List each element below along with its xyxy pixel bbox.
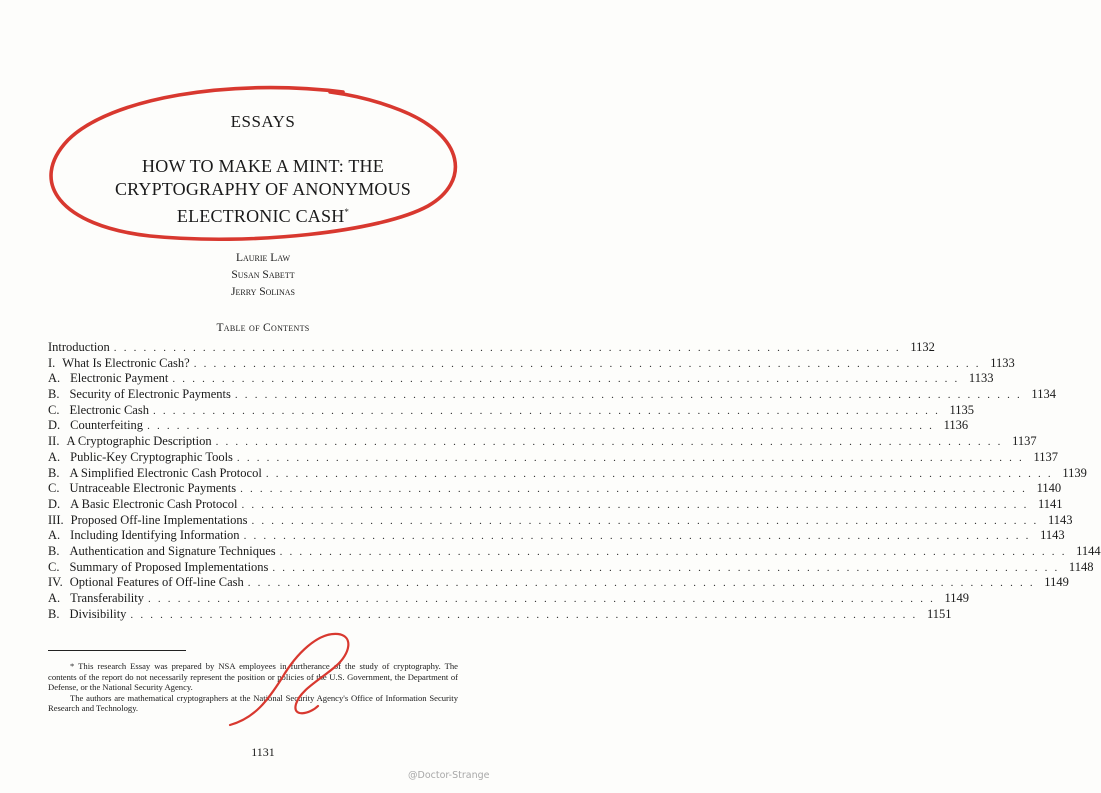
- toc-entry-number: I.: [48, 355, 56, 370]
- page-number: 1131: [251, 745, 275, 759]
- toc-entry-number: III.: [48, 512, 64, 527]
- toc-entry-number: A.: [48, 528, 61, 543]
- watermark: @Doctor-Strange: [408, 770, 490, 781]
- toc-entry: [48, 340, 935, 356]
- footnote-rule: [48, 650, 186, 651]
- toc-entry: [48, 371, 994, 387]
- toc-entry-label: Untraceable Electronic Payments: [69, 481, 237, 496]
- footnote-1: * This research Essay was prepared by NSA employees in furtherance of the study of cryptography. The contents of the report do not necessarily represent the position or policies of the U.S. Government, the Department of Defense, or the National Security Agency.: [48, 661, 458, 693]
- toc-entry-label: Summary of Proposed Implementations: [69, 559, 269, 574]
- title-line-3-text: ELECTRONIC CASH: [176, 206, 345, 226]
- toc-entry-label: Counterfeiting: [70, 418, 144, 433]
- toc-entry: [48, 543, 1101, 560]
- toc-dot-leader: . . . . . . . . . . . . . . . . . . . . . . . . . . . . . . . . . . . . . . . . . . . . . . . . . . . . . . . . . . . . . . . . . . . . . . . . . . . . . . . .: [130, 608, 918, 621]
- toc-entry: [48, 512, 1073, 529]
- toc-entry-label: Including Identifying Information: [70, 528, 240, 543]
- toc-entry-number: C.: [48, 402, 60, 417]
- toc-entry-page: 1133: [990, 355, 1015, 370]
- toc-entry-number: C.: [48, 481, 60, 496]
- author-name: Susan Sabett: [231, 269, 295, 281]
- toc-entry-page: 1140: [1036, 481, 1062, 496]
- toc-entry-page: 1143: [1047, 512, 1073, 527]
- toc-entry-label: A Cryptographic Description: [66, 434, 212, 449]
- toc-entry: [48, 528, 1065, 544]
- toc-dot-leader: . . . . . . . . . . . . . . . . . . . . . . . . . . . . . . . . . . . . . . . . . . . . . . . . . . . . . . . . . . . . . . . . . . . . . . . . . . . . . . . .: [147, 420, 935, 433]
- toc-entry-page: 1133: [968, 371, 994, 386]
- toc-dot-leader: . . . . . . . . . . . . . . . . . . . . . . . . . . . . . . . . . . . . . . . . . . . . . . . . . . . . . . . . . . . . . . . . . . . . . . . . . . . . . . . .: [265, 467, 1053, 480]
- toc-entry-label: What Is Electronic Cash?: [62, 355, 190, 370]
- author-name: Jerry Solinas: [231, 286, 295, 298]
- toc-entry: [48, 449, 1058, 466]
- toc-entry-label: Transferability: [70, 591, 144, 605]
- toc-entry-label: Proposed Off-line Implementations: [70, 512, 248, 527]
- title-line-1: HOW TO MAKE A MINT: THE: [142, 156, 384, 176]
- toc-entry-label: Electronic Payment: [70, 371, 169, 386]
- title-line-3: [0, 201, 526, 228]
- essay-title: [0, 155, 526, 228]
- toc-entry-label: Electronic Cash: [69, 402, 149, 417]
- toc-entry: [48, 575, 1069, 591]
- toc-entry-number: A.: [48, 449, 61, 464]
- toc-dot-leader: . . . . . . . . . . . . . . . . . . . . . . . . . . . . . . . . . . . . . . . . . . . . . . . . . . . . . . . . . . . . . . . . . . . . . . . . . . . . . . . .: [148, 593, 936, 605]
- toc-entry-label: Introduction: [48, 340, 110, 354]
- toc-entry-page: 1144: [1076, 543, 1101, 558]
- toc-entry-number: II.: [48, 434, 60, 449]
- toc-entry: [48, 355, 1015, 372]
- author-name: Laurie Law: [235, 252, 291, 264]
- toc-entry-number: A.: [48, 591, 61, 605]
- toc-dot-leader: . . . . . . . . . . . . . . . . . . . . . . . . . . . . . . . . . . . . . . . . . . . . . . . . . . . . . . . . . . . . . . . . . . . . . . . . . . . . . . . .: [241, 498, 1029, 511]
- toc-dot-leader: . . . . . . . . . . . . . . . . . . . . . . . . . . . . . . . . . . . . . . . . . . . . . . . . . . . . . . . . . . . . . . . . . . . . . . . . . . . . . . . .: [279, 545, 1067, 558]
- author-list: [0, 250, 526, 301]
- toc-dot-leader: . . . . . . . . . . . . . . . . . . . . . . . . . . . . . . . . . . . . . . . . . . . . . . . . . . . . . . . . . . . . . . . . . . . . . . . . . . . . . . . .: [247, 577, 1035, 590]
- toc-entry-label: Optional Features of Off-line Cash: [69, 575, 244, 590]
- toc-entry-label: Security of Electronic Payments: [69, 387, 231, 402]
- toc-entry-page: 1143: [1040, 528, 1065, 543]
- toc-entry-page: 1149: [1044, 575, 1069, 590]
- toc-dot-leader: . . . . . . . . . . . . . . . . . . . . . . . . . . . . . . . . . . . . . . . . . . . . . . . . . . . . . . . . . . . . . . . . . . . . . . . . . . . . . . . .: [172, 373, 960, 386]
- toc-entry: [48, 591, 970, 607]
- toc-entry-page: 1139: [1062, 465, 1087, 480]
- toc-entry-number: B.: [48, 606, 60, 621]
- toc-dot-leader: . . . . . . . . . . . . . . . . . . . . . . . . . . . . . . . . . . . . . . . . . . . . . . . . . . . . . . . . . . . . . . . . . . . . . . . . . . . . . . . .: [251, 514, 1039, 527]
- toc-entry: [48, 418, 969, 434]
- toc-entry-page: 1134: [1031, 387, 1056, 402]
- footnotes: [48, 661, 458, 714]
- toc-dot-leader: . . . . . . . . . . . . . . . . . . . . . . . . . . . . . . . . . . . . . . . . . . . . . . . . . . . . . . . . . . . . . . . . . . . . . . . . . . . . . . . .: [193, 357, 981, 370]
- title-line-2: CRYPTOGRAPHY OF ANONYMOUS: [114, 179, 412, 199]
- toc-entry-page: 1132: [910, 340, 935, 354]
- footnote-2: The authors are mathematical cryptographers at the National Security Agency's Office of Information Security Research and Technology.: [48, 692, 458, 714]
- toc-entry: [48, 434, 1037, 450]
- toc-entry: [48, 402, 975, 419]
- toc-entry-page: 1151: [926, 606, 952, 621]
- toc-dot-leader: . . . . . . . . . . . . . . . . . . . . . . . . . . . . . . . . . . . . . . . . . . . . . . . . . . . . . . . . . . . . . . . . . . . . . . . . . . . . . . . .: [236, 451, 1024, 464]
- toc-entry-page: 1135: [949, 402, 975, 417]
- toc-dot-leader: . . . . . . . . . . . . . . . . . . . . . . . . . . . . . . . . . . . . . . . . . . . . . . . . . . . . . . . . . . . . . . . . . . . . . . . . . . . . . . . .: [215, 436, 1003, 449]
- toc-entry-number: B.: [48, 465, 60, 480]
- toc-entry-page: 1149: [944, 591, 970, 605]
- toc-entry-number: D.: [48, 496, 61, 511]
- toc-entry-label: A Basic Electronic Cash Protocol: [70, 496, 238, 511]
- toc-dot-leader: . . . . . . . . . . . . . . . . . . . . . . . . . . . . . . . . . . . . . . . . . . . . . . . . . . . . . . . . . . . . . . . . . . . . . . . . . . . . . . . .: [152, 404, 941, 417]
- toc-entry: [48, 496, 1063, 513]
- toc-entry-number: B.: [48, 387, 60, 402]
- toc-dot-leader: . . . . . . . . . . . . . . . . . . . . . . . . . . . . . . . . . . . . . . . . . . . . . . . . . . . . . . . . . . . . . . . . . . . . . . . . . . . . . . . .: [234, 389, 1022, 402]
- toc-entry-number: D.: [48, 418, 61, 433]
- toc-entry-page: 1137: [1012, 434, 1037, 449]
- toc-dot-leader: . . . . . . . . . . . . . . . . . . . . . . . . . . . . . . . . . . . . . . . . . . . . . . . . . . . . . . . . . . . . . . . . . . . . . . . . . . . . . . . .: [272, 561, 1060, 574]
- toc-entry-page: 1148: [1068, 559, 1094, 574]
- toc-dot-leader: . . . . . . . . . . . . . . . . . . . . . . . . . . . . . . . . . . . . . . . . . . . . . . . . . . . . . . . . . . . . . . . . . . . . . . . . . . . . . . . .: [113, 342, 901, 354]
- toc-heading: Table of Contents: [216, 322, 310, 334]
- toc-entry-label: Authentication and Signature Techniques: [69, 543, 276, 558]
- toc-entry-label: Public-Key Cryptographic Tools: [70, 449, 233, 464]
- toc-entry: [48, 606, 952, 623]
- toc-entry-page: 1136: [943, 418, 969, 433]
- toc-entry-number: C.: [48, 559, 60, 574]
- toc-entry: [48, 481, 1062, 497]
- toc-entry-number: A.: [48, 371, 61, 386]
- toc-entry-page: 1137: [1033, 449, 1058, 464]
- toc-entry-page: 1141: [1038, 496, 1063, 511]
- toc-dot-leader: . . . . . . . . . . . . . . . . . . . . . . . . . . . . . . . . . . . . . . . . . . . . . . . . . . . . . . . . . . . . . . . . . . . . . . . . . . . . . . . .: [243, 530, 1031, 543]
- toc-entry-label: A Simplified Electronic Cash Protocol: [69, 465, 262, 480]
- toc-dot-leader: . . . . . . . . . . . . . . . . . . . . . . . . . . . . . . . . . . . . . . . . . . . . . . . . . . . . . . . . . . . . . . . . . . . . . . . . . . . . . . . .: [240, 483, 1028, 496]
- toc-entry-number: IV.: [48, 575, 63, 590]
- table-of-contents: [48, 340, 1101, 622]
- section-label: ESSAYS: [230, 112, 296, 131]
- toc-entry-label: Divisibility: [69, 606, 127, 621]
- toc-entry: [48, 465, 1087, 482]
- toc-entry: [48, 559, 1094, 576]
- title-footnote-mark: *: [344, 207, 350, 217]
- toc-entry-number: B.: [48, 543, 60, 558]
- toc-entry: [48, 387, 1056, 403]
